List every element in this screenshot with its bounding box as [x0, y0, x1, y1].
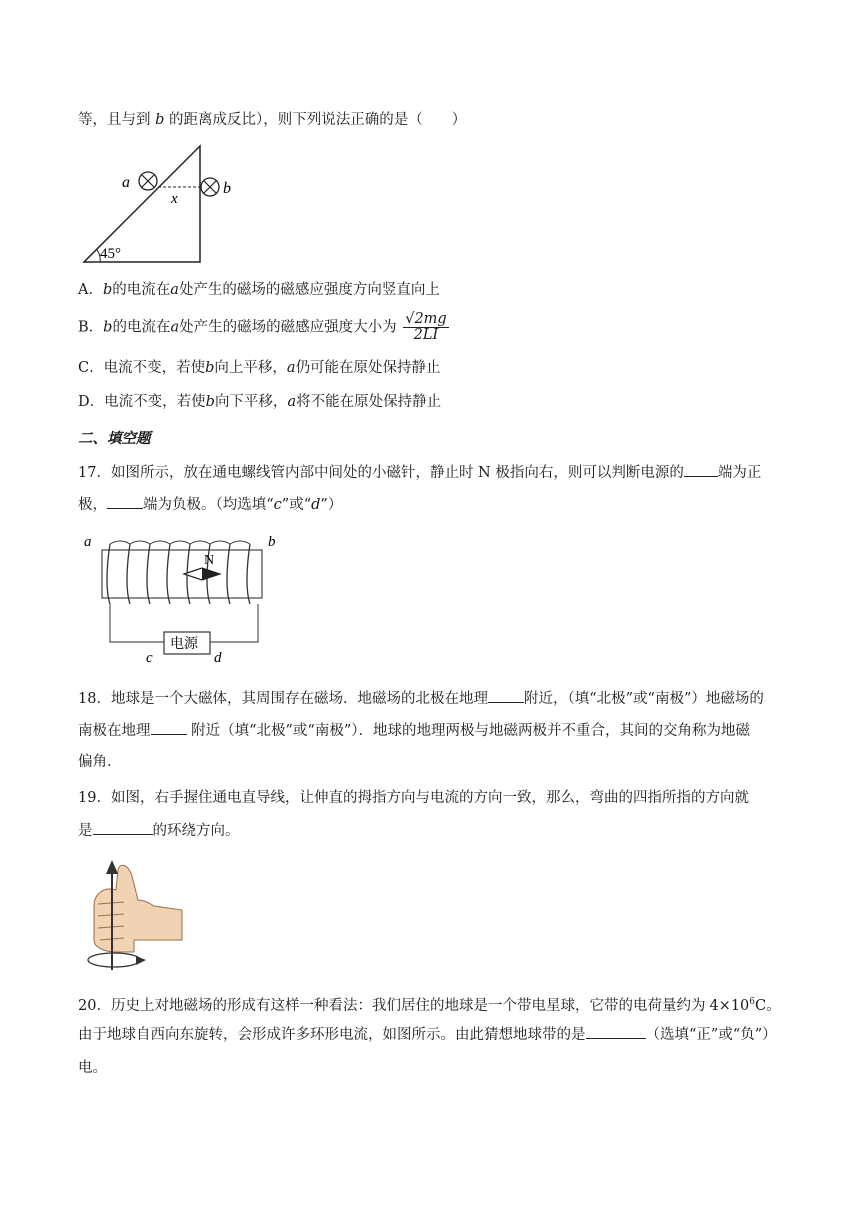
section-title: 二、填空题: [78, 430, 151, 447]
q17-label-b: b: [268, 534, 276, 550]
q16-var-b: b: [155, 112, 165, 128]
q20-line-1: 20．历史上对地磁场的形成有这样一种看法：我们居住的地球是一个带电星球，它带的电荷量约为 $4\times 10^6C$。: [78, 997, 781, 1014]
q16-angle-label: 45°: [100, 246, 121, 262]
q19-right-hand-figure: [84, 856, 188, 974]
q17-label-d: d: [214, 650, 222, 666]
q16-label-a: a: [122, 174, 130, 191]
q17-solenoid-figure: [80, 530, 290, 670]
q16-option-c[interactable]: C．电流不变，若使b向上平移，a仍可能在原处保持静止: [78, 360, 441, 376]
q16-label-x: x: [171, 191, 178, 207]
q18-line-1: 18．地球是一个大磁体，其周围存在磁场．地磁场的北极在地理 附近，（填“北极”或“南极”）地磁场的: [78, 688, 764, 709]
q16-option-d[interactable]: D．电流不变，若使b向下平移，a将不能在原处保持静止: [78, 394, 442, 410]
q19-line-2: 是 的环绕方向。: [78, 820, 240, 841]
q17-source-label: 电源: [170, 637, 198, 652]
q17-blank-2[interactable]: [107, 494, 143, 509]
q18-blank-1[interactable]: [488, 688, 524, 703]
q17-label-a: a: [84, 534, 92, 550]
q16-stem-line: [78, 110, 466, 130]
q16-label-b: b: [223, 180, 231, 197]
q16-stem-text-1: 等，且与到: [78, 112, 151, 128]
q16-option-b[interactable]: B．b的电流在a处产生的磁场的磁感应强度大小为 $\frac{√2mg}{2LI}$: [78, 311, 447, 343]
q20-line-3: 电。: [78, 1060, 107, 1076]
q20-blank[interactable]: [586, 1024, 646, 1039]
q17-label-c: c: [146, 650, 153, 666]
q16-option-b-fraction: $\frac{√2mg}{2LI}$: [405, 311, 447, 343]
q16-stem-text-2: 的距离成反比），则下列说法正确的是（ ）: [169, 112, 467, 128]
q19-blank[interactable]: [93, 820, 153, 835]
q17-blank-1[interactable]: [684, 462, 718, 477]
q19-line-1: 19．如图，右手握住通电直导线，让伸直的拇指方向与电流的方向一致，那么，弯曲的四指所指的方向就: [78, 790, 749, 806]
q16-incline-figure: [78, 140, 248, 266]
q17-line-1: 17．如图所示，放在通电螺线管内部中间处的小磁针，静止时 N 极指向右，则可以判断电源的 端为正: [78, 462, 761, 483]
q20-line-2: 由于地球自西向东旋转，会形成许多环形电流，如图所示。由此猜想地球带的是 （选填“正”或“负”）: [78, 1024, 777, 1045]
q18-line-2: 南极在地理 附近（填“北极”或“南极”）．地球的地理两极与地磁两极并不重合，其间的交角称为地磁: [78, 720, 750, 741]
q17-line-2: 极， 端为负极。（均选填“c”或“d”）: [78, 494, 342, 515]
q16-option-a[interactable]: A．b的电流在a处产生的磁场的磁感应强度方向竖直向上: [78, 282, 440, 298]
q17-n-label: N: [204, 553, 215, 568]
q18-blank-2[interactable]: [151, 720, 187, 735]
q18-line-3: 偏角．: [78, 754, 122, 770]
